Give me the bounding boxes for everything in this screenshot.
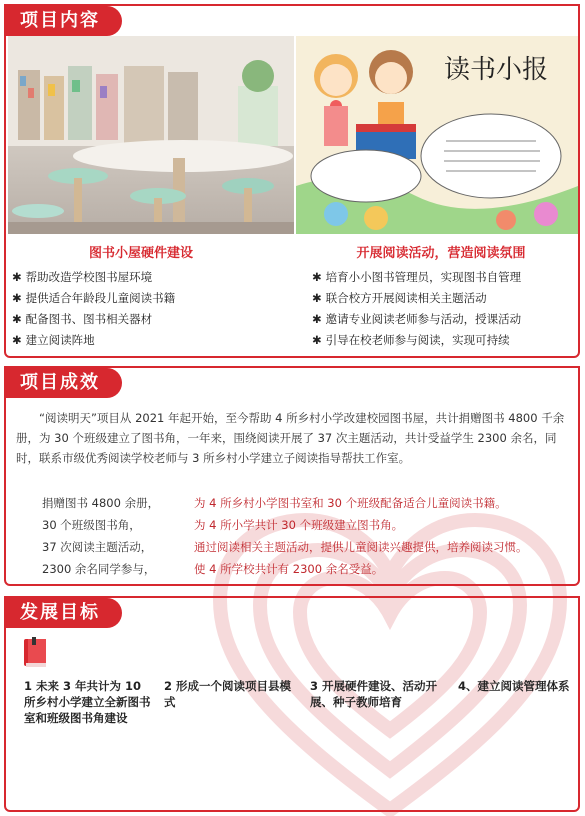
results-paragraph: “阅读明天”项目从 2021 年起开始，至今帮助 4 所乡村小学改建校园图书屋，共计捐赠图书 4800 千余册，为 30 个班级建立了图书角，一年来，围绕阅读开展了 37 次主题活动，共计受益学生 2300 余名，同时，联系市级优秀阅读学校老师与 3 所乡村小学建立子阅读指导帮扶工作室。 [16,411,565,465]
list-item: ✱ 配备图书、图书相关器材 [12,312,153,326]
result-value: 为 4 所小学共计 30 个班级建立图书角。 [194,518,404,532]
bullet-icon: ✱ [12,270,22,284]
result-key: 30 个班级图书角， [42,518,141,532]
book-icon [22,636,50,668]
result-key: 捐赠图书 4800 余册， [42,496,160,510]
section-tab-content: 项目内容 [6,6,122,36]
bullet-icon: ✱ [312,270,322,284]
goal-item: 3 开展硬件建设、活动开展、种子教师培育 [310,679,438,709]
result-key: 2300 余名同学参与， [42,562,156,576]
section-tab-results: 项目成效 [6,368,122,398]
result-value: 使 4 所学校共计有 2300 余名受益。 [194,562,384,576]
list-item: ✱ 邀请专业阅读老师参与活动，授课活动 [312,312,522,326]
list-item: ✱ 建立阅读阵地 [12,333,95,347]
activity-heading: 开展阅读活动，营造阅读氛围 [356,246,526,261]
result-row [42,514,572,536]
goal-item: 1 未来 3 年共计为 10 所乡村小学建立全新图书室和班级图书角建设 [24,679,151,725]
hardware-column [6,242,276,351]
list-item: ✱ 提供适合年龄段儿童阅读书籍 [12,291,176,305]
section-tab-goals: 发展目标 [6,598,122,628]
bullet-icon: ✱ [312,312,322,326]
list-item: ✱ 培育小小图书管理员，实现图书自管理 [312,270,522,284]
poster-title: 读书小报 [444,55,549,85]
result-row [42,492,572,514]
bullet-icon: ✱ [12,291,22,305]
result-key: 37 次阅读主题活动， [42,540,153,554]
project-results-section [4,366,580,586]
goal-item: 4、建立阅读管理体系 [458,679,570,693]
development-goals-section [4,596,580,812]
goal-item: 2 形成一个阅读项目县模式 [164,679,292,709]
bullet-icon: ✱ [12,312,22,326]
bullet-icon: ✱ [312,291,322,305]
bullet-icon: ✱ [312,333,322,347]
bullet-icon: ✱ [12,333,22,347]
list-item: ✱ 帮助改造学校图书屋环境 [12,270,153,284]
result-row [42,558,572,580]
list-item: ✱ 引导在校老师参与阅读，实现可持续 [312,333,510,347]
library-photo [8,36,294,234]
project-content-section [4,4,580,358]
result-value: 通过阅读相关主题活动，提供儿童阅读兴趣提供，培养阅读习惯。 [194,540,528,554]
result-value: 为 4 所乡村小学图书室和 30 个班级配备适合儿童阅读书籍。 [194,496,507,510]
activity-column [306,242,576,351]
results-list [42,492,572,580]
reading-poster-photo [296,36,578,234]
goals-list [24,678,580,726]
hardware-heading: 图书小屋硬件建设 [88,246,193,261]
list-item: ✱ 联合校方开展阅读相关主题活动 [312,291,487,305]
result-row [42,536,572,558]
